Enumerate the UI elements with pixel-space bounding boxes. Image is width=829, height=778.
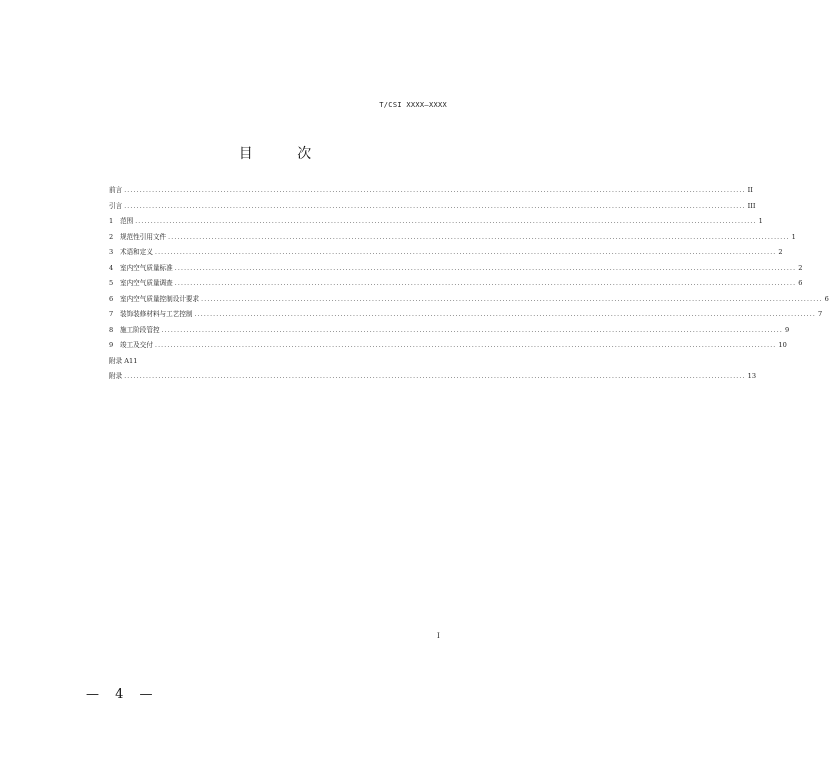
table-of-contents: [109, 183, 829, 385]
toc-entry-number: 6: [109, 294, 114, 303]
toc-entry-page: 13: [747, 372, 757, 380]
toc-entry[interactable]: [109, 338, 787, 354]
toc-dot-leader: ........................................................................................................................................................................................................: [124, 373, 746, 380]
toc-entry-page: 1: [791, 232, 796, 241]
page-number: — 4 —: [86, 687, 159, 702]
toc-entry-label: 前言: [109, 186, 123, 194]
toc-entry-label: 室内空气质量标准: [120, 263, 173, 272]
toc-dot-leader: ........................................................................................................................................................................................................: [168, 233, 790, 241]
toc-entry[interactable]: [109, 261, 803, 277]
toc-entry[interactable]: [109, 199, 756, 215]
toc-dot-leader: ........................................................................................................................................................................................................: [135, 218, 757, 225]
toc-entry-label: 附录 A11: [109, 356, 138, 365]
toc-entry-label: 施工阶段管控: [120, 325, 160, 334]
toc-entry-page: III: [747, 201, 756, 210]
toc-entry-number: 3: [109, 248, 114, 256]
toc-entry-label: 规范性引用文件: [120, 232, 167, 241]
toc-entry-number: 5: [109, 279, 114, 287]
toc-entry[interactable]: [109, 183, 753, 199]
toc-entry-label: 范围: [120, 217, 134, 225]
toc-entry[interactable]: [109, 214, 763, 230]
toc-entry[interactable]: [109, 354, 449, 370]
toc-dot-leader: ........................................................................................................................................................................................................: [154, 342, 777, 349]
roman-page-number: I: [437, 632, 440, 640]
toc-entry-page: II: [747, 186, 753, 194]
toc-entry[interactable]: [109, 245, 783, 261]
toc-entry[interactable]: [109, 276, 803, 292]
toc-entry-number: 4: [109, 263, 114, 272]
toc-entry-label: 竣工及交付: [120, 341, 153, 349]
toc-dot-leader: ........................................................................................................................................................................................................: [124, 187, 746, 194]
toc-dot-leader: ........................................................................................................................................................................................................: [161, 326, 784, 334]
toc-entry-page: 7: [817, 310, 823, 318]
toc-entry-page: 6: [798, 279, 803, 287]
toc-entry-label: 术语和定义: [120, 248, 153, 256]
toc-title: 目 次: [238, 146, 332, 162]
toc-entry-number: 2: [109, 232, 114, 241]
toc-entry-page: 2: [778, 248, 783, 256]
toc-entry[interactable]: [109, 323, 790, 339]
toc-dot-leader: ........................................................................................................................................................................................................: [201, 295, 823, 303]
toc-entry[interactable]: [109, 292, 829, 308]
toc-dot-leader: ........................................................................................................................................................................................................: [124, 202, 746, 210]
toc-dot-leader: ........................................................................................................................................................................................................: [194, 311, 816, 318]
standard-code: T/CSI XXXX—XXXX: [379, 101, 447, 109]
toc-entry-number: 7: [109, 310, 114, 318]
toc-entry-page: 1: [758, 217, 763, 225]
toc-entry-label: 室内空气质量控制设计要求: [120, 294, 200, 303]
toc-entry-page: 10: [778, 341, 787, 349]
toc-entry-label: 引言: [109, 201, 123, 210]
toc-dot-leader: ........................................................................................................................................................................................................: [174, 264, 797, 272]
toc-entry-number: 9: [109, 341, 114, 349]
toc-entry[interactable]: [109, 369, 757, 385]
toc-entry-number: 1: [109, 217, 114, 225]
toc-entry-page: 2: [798, 263, 803, 272]
toc-entry[interactable]: [109, 230, 796, 246]
toc-entry[interactable]: [109, 307, 823, 323]
toc-entry-label: 附录: [109, 372, 123, 380]
toc-dot-leader: ........................................................................................................................................................................................................: [174, 280, 797, 287]
toc-entry-number: 8: [109, 325, 114, 334]
toc-entry-page: 9: [785, 325, 790, 334]
toc-entry-label: 室内空气质量调查: [120, 279, 173, 287]
toc-entry-page: 6: [824, 294, 829, 303]
toc-entry-label: 装饰装修材料与工艺控制: [120, 310, 193, 318]
toc-dot-leader: ........................................................................................................................................................................................................: [154, 249, 777, 256]
